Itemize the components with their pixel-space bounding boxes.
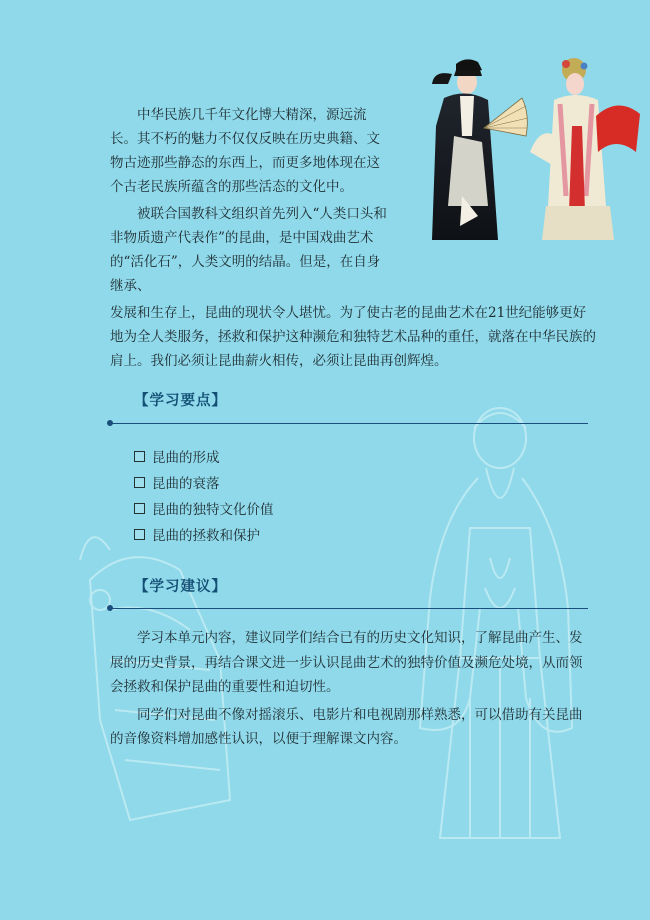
section-divider [110,423,588,424]
list-item [134,521,274,547]
intro-paragraph: 被联合国教科文组织首先列入“人类口头和非物质遗产代表作”的昆曲，是中国戏曲艺术的“活化石”，人类文明的结晶。但是，在自身继承、 [110,206,387,294]
suggestions-heading: 【学习建议】 [134,578,227,595]
checkbox-icon [134,477,145,488]
intro-paragraph: 中华民族几千年文化博大精深，源远流长。其不朽的魅力不仅仅反映在历史典籍、文物古迹那些静态的东西上，而更多地体现在这个古老民族所蕴含的那些活态的文化中。 [110,107,380,195]
list-item [134,443,274,469]
suggestion-paragraph: 同学们对昆曲不像对摇滚乐、电影片和电视剧那样熟悉，可以借助有关昆曲的音像资料增加感性认识，以便于理解课文内容。 [110,706,583,747]
intro-text [110,103,598,373]
intro-paragraph: 发展和生存上，昆曲的现状令人堪忧。为了使古老的昆曲艺术在21世纪能够更好地为全人类服务，拯救和保护这种濒危和独特艺术品种的重任，就落在中华民族的肩上。我们必须让昆曲薪火相传，必须让昆曲再创辉煌。 [110,305,596,369]
suggestions-text [110,626,588,752]
section-divider [110,608,588,609]
checkbox-icon [134,503,145,514]
list-item-label: 昆曲的衰落 [152,476,220,492]
list-item [134,469,274,495]
list-item [134,495,274,521]
checkbox-icon [134,451,145,462]
list-item-label: 昆曲的独特文化价值 [152,502,274,518]
key-points-heading: 【学习要点】 [134,392,227,409]
suggestion-paragraph: 学习本单元内容，建议同学们结合已有的历史文化知识，了解昆曲产生、发展的历史背景，再结合课文进一步认识昆曲艺术的独特价值及濒危处境，从而领会拯救和保护昆曲的重要性和迫切性。 [110,630,583,695]
list-item-label: 昆曲的形成 [152,450,220,466]
list-item-label: 昆曲的拯救和保护 [152,528,260,544]
key-points-list [134,443,274,547]
checkbox-icon [134,529,145,540]
